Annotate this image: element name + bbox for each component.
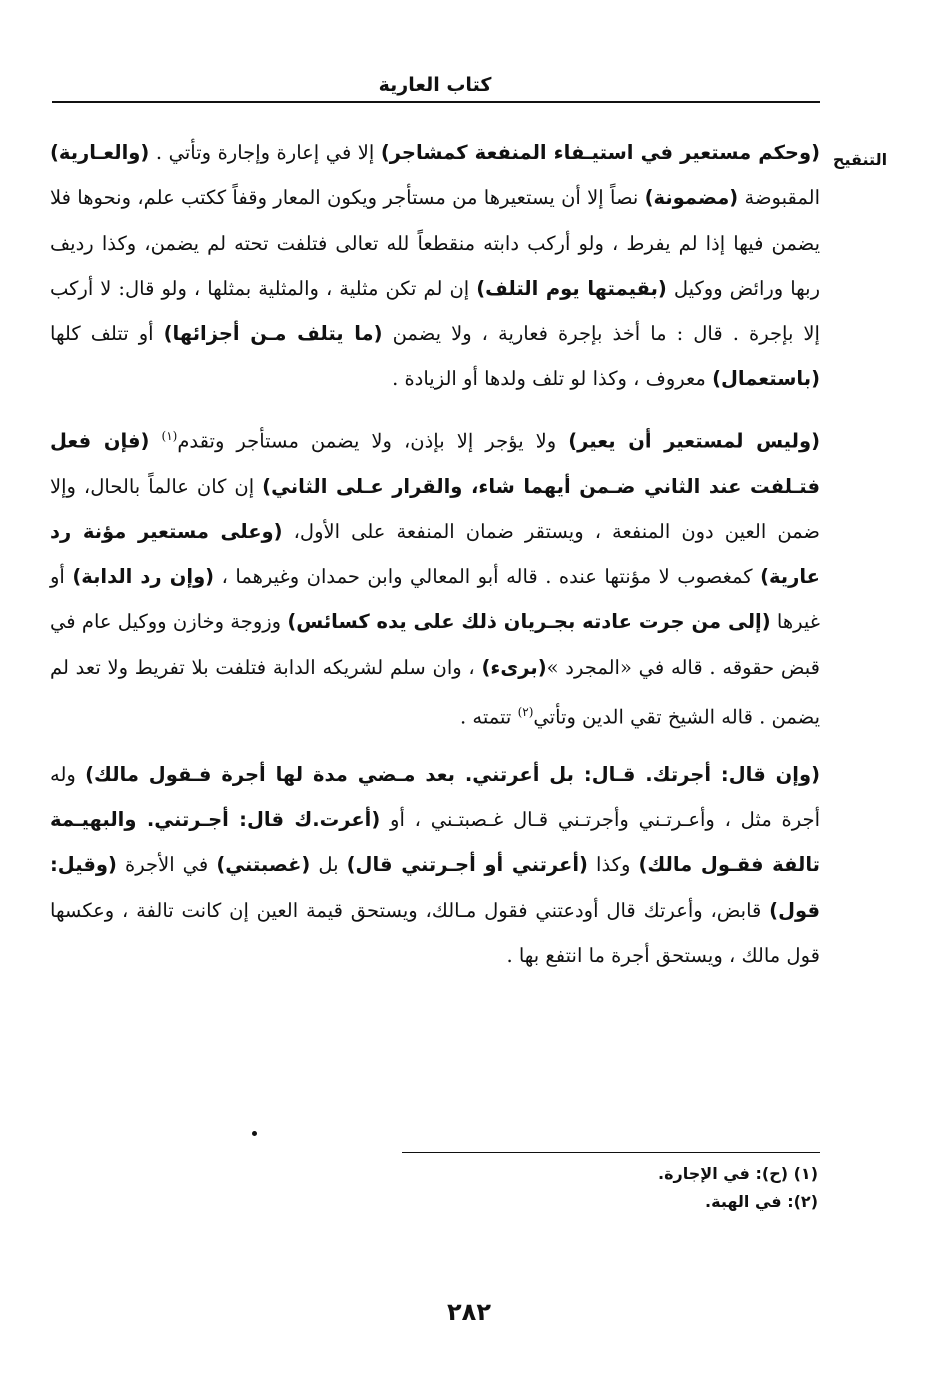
matn-text: (غصبتني) bbox=[216, 853, 311, 877]
matn-text: (فإن فعل فتـلفت عند الثاني ضـمن أيهما شاء، والقرار عـلى الثاني) bbox=[50, 429, 820, 498]
matn-text: (أعرت.ك قال: أجـرتني. والبهيـمة تالفة فقـول مالك) bbox=[50, 808, 820, 877]
commentary-text: بل bbox=[310, 853, 347, 877]
paragraph bbox=[50, 414, 820, 740]
commentary-text: إن لم تكن مثلية ، والمثلية بمثلها ، ولو قال: لا أركب إلا بإجرة . قال : ما أخذ بإجرة فعارية ، ولا يضمن bbox=[50, 276, 820, 346]
commentary-text: وله أجرة مثل ، وأعـرتـني وأجرتـني قـال غـصبتـني ، أو bbox=[50, 762, 820, 832]
commentary-text: ولا يؤجر إلا بإذن، ولا يضمن مستأجر وتقدم bbox=[177, 429, 569, 453]
matn-text: (ما يتلف مـن أجزائها) bbox=[163, 322, 383, 346]
main-text bbox=[50, 130, 820, 990]
commentary-text: كمغصوب لا مؤنتها عنده . قاله أبو المعالي وابن حمدان وغيرهما ، bbox=[214, 565, 761, 589]
commentary-text bbox=[149, 429, 161, 452]
matn-text: (وقيل: قول) bbox=[50, 853, 820, 922]
paragraph bbox=[50, 752, 820, 978]
commentary-text: إلا في إعارة وإجارة وتأتي . bbox=[149, 141, 381, 164]
commentary-text: أو غيرها bbox=[50, 565, 820, 634]
commentary-text: وكذا bbox=[587, 853, 639, 877]
footnote-1: (١) (ح): في الإجارة. bbox=[658, 1164, 818, 1183]
header-rule bbox=[52, 101, 820, 103]
footnote-marker: (١) bbox=[161, 428, 178, 443]
matn-text: (وإن قال: أجرتك. قـال: بل أعرتني. بعد مـضي مدة لها أجرة فـقول مالك) bbox=[85, 762, 820, 786]
matn-text: (مضمونة) bbox=[644, 186, 739, 210]
matn-text: (وحكم مستعير في استيـفاء المنفعة كمشاجر) bbox=[380, 141, 820, 164]
paragraph bbox=[50, 130, 820, 402]
footnote-rule bbox=[402, 1152, 820, 1153]
matn-text: (وعلى مستعير مؤنة رد عارية) bbox=[50, 519, 820, 589]
commentary-text: المقبوضة bbox=[738, 186, 820, 210]
matn-text: (برىء) bbox=[481, 655, 547, 679]
footnote-marker: (٢) bbox=[517, 705, 534, 720]
footnote-2: (٢): في الهبة. bbox=[705, 1192, 818, 1211]
commentary-text: نصاً إلا أن يستعيرها من مستأجر ويكون المعار وقفاً ككتب علم، ونحوها فلا يضمن فيها إذا لم يفرط ، ولو أركب دابته منقطعاً لله تعالى فتلفت تحته لم يضمن، وكذا رديف ربها ورائض ووكيل bbox=[50, 186, 820, 300]
matn-text: (والعـارية) bbox=[50, 141, 150, 164]
side-label: التنقيح bbox=[832, 150, 888, 169]
commentary-text: وزوجة وخازن ووكيل عام في قبض حقوقه . قاله في «المجرد » bbox=[50, 610, 820, 679]
commentary-text: إن كان عالماً بالحال، وإلا ضمن العين دون المنفعة ، ويستقر ضمان المنفعة على الأول، bbox=[50, 474, 820, 543]
matn-text: (وليس لمستعير أن يعير) bbox=[568, 429, 820, 453]
commentary-text: تتمته . bbox=[460, 705, 518, 729]
commentary-text: معروف ، وكذا لو تلف ولدها أو الزيادة . bbox=[392, 367, 713, 391]
matn-text: (وإن رد الدابة) bbox=[72, 565, 215, 589]
matn-text: (أعرتني أو أجـرتني قال) bbox=[346, 853, 588, 877]
page-number: ٢٨٢ bbox=[447, 1298, 491, 1326]
matn-text: (بقيمتها يوم التلف) bbox=[476, 276, 667, 300]
matn-text: (إلى من جرت عادته بجـريان ذلك على يده كسائس) bbox=[287, 610, 771, 634]
commentary-text: ، وان سلم لشريكه الدابة فتلفت بلا تفريط ولا تعد لم يضمن . قاله الشيخ تقي الدين وتأتي bbox=[50, 655, 820, 729]
stray-dot-mark bbox=[252, 1131, 257, 1136]
matn-text: (باستعمال) bbox=[712, 367, 820, 391]
commentary-text: في الأجرة bbox=[116, 853, 217, 877]
running-header-title: كتاب العارية bbox=[378, 74, 492, 96]
footnotes bbox=[420, 1160, 818, 1216]
commentary-text: أو تتلف كلها bbox=[50, 322, 164, 346]
commentary-text: قابض، وأعرتك قال أودعتني فقول مـالك، ويستحق قيمة العين إن كانت تالفة ، وعكسها قول مالك ، ويستحق أجرة ما انتفع بها . bbox=[50, 898, 820, 968]
